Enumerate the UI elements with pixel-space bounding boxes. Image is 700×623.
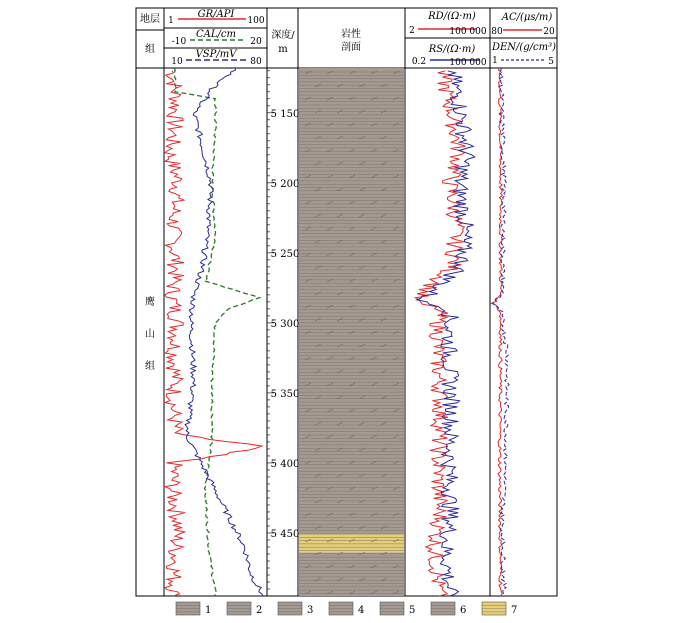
rs-label: RS/(Ω·m) xyxy=(428,44,476,55)
stratum-header: 地层 xyxy=(140,14,160,25)
curve-vsp xyxy=(185,68,263,596)
rd-min: 2 xyxy=(409,26,415,36)
curve-cal xyxy=(174,68,260,596)
depth-tick-label: 5 200 xyxy=(270,178,300,190)
ac-label: AC/(μs/m) xyxy=(501,12,553,23)
rd-label: RD/(Ω·m) xyxy=(428,11,476,22)
gr-min: 1 xyxy=(168,16,174,26)
depth-tick-label: 5 450 xyxy=(270,528,300,540)
ac-max: 20 xyxy=(543,27,555,37)
depth-tick-label: 5 150 xyxy=(270,108,300,120)
depth-unit: m xyxy=(278,44,288,55)
legend-label: 2 xyxy=(256,605,263,616)
depth-tick-label: 5 400 xyxy=(270,458,300,470)
vsp-max: 80 xyxy=(250,57,262,67)
legend-label: 5 xyxy=(409,605,416,616)
vsp-label: VSP/mV xyxy=(195,49,237,60)
group-header: 组 xyxy=(145,44,155,55)
gr-max: 100 xyxy=(247,16,265,26)
lithology-header-2: 剖面 xyxy=(341,42,361,53)
depth-tick-label: 5 300 xyxy=(270,318,300,330)
formation-label-2: 山 xyxy=(145,329,155,340)
rs-min: 0.2 xyxy=(411,57,427,67)
formation-label-1: 鹰 xyxy=(145,297,155,308)
lithology-column xyxy=(299,68,404,596)
lithology-header-1: 岩性 xyxy=(341,29,361,40)
lithology-legend xyxy=(176,602,517,616)
cal-min: -10 xyxy=(171,37,187,47)
depth-tick-label: 5 350 xyxy=(270,388,300,400)
cal-label: CAL/cm xyxy=(196,29,236,40)
den-label: DEN/(g/cm³) xyxy=(491,42,557,53)
cal-max: 20 xyxy=(250,37,262,47)
vsp-min: 10 xyxy=(171,57,183,67)
rs-max: 100 000 xyxy=(449,58,487,68)
gr-label: GR/API xyxy=(197,9,235,20)
den-min: 1 xyxy=(492,56,498,66)
ac-min: 80 xyxy=(491,27,503,37)
curve-den xyxy=(493,68,510,596)
legend-label: 4 xyxy=(358,605,365,616)
legend-label: 7 xyxy=(511,605,518,616)
legend-label: 1 xyxy=(205,605,212,616)
rd-max: 100 000 xyxy=(449,27,487,37)
lithology-interval xyxy=(299,553,404,596)
depth-tick-label: 5 250 xyxy=(270,248,300,260)
depth-axis xyxy=(267,71,299,596)
formation-label-3: 组 xyxy=(145,361,155,372)
legend-label: 6 xyxy=(460,605,467,616)
den-max: 5 xyxy=(548,57,554,67)
legend-label: 3 xyxy=(307,605,314,616)
depth-header: 深度/ xyxy=(271,30,295,41)
